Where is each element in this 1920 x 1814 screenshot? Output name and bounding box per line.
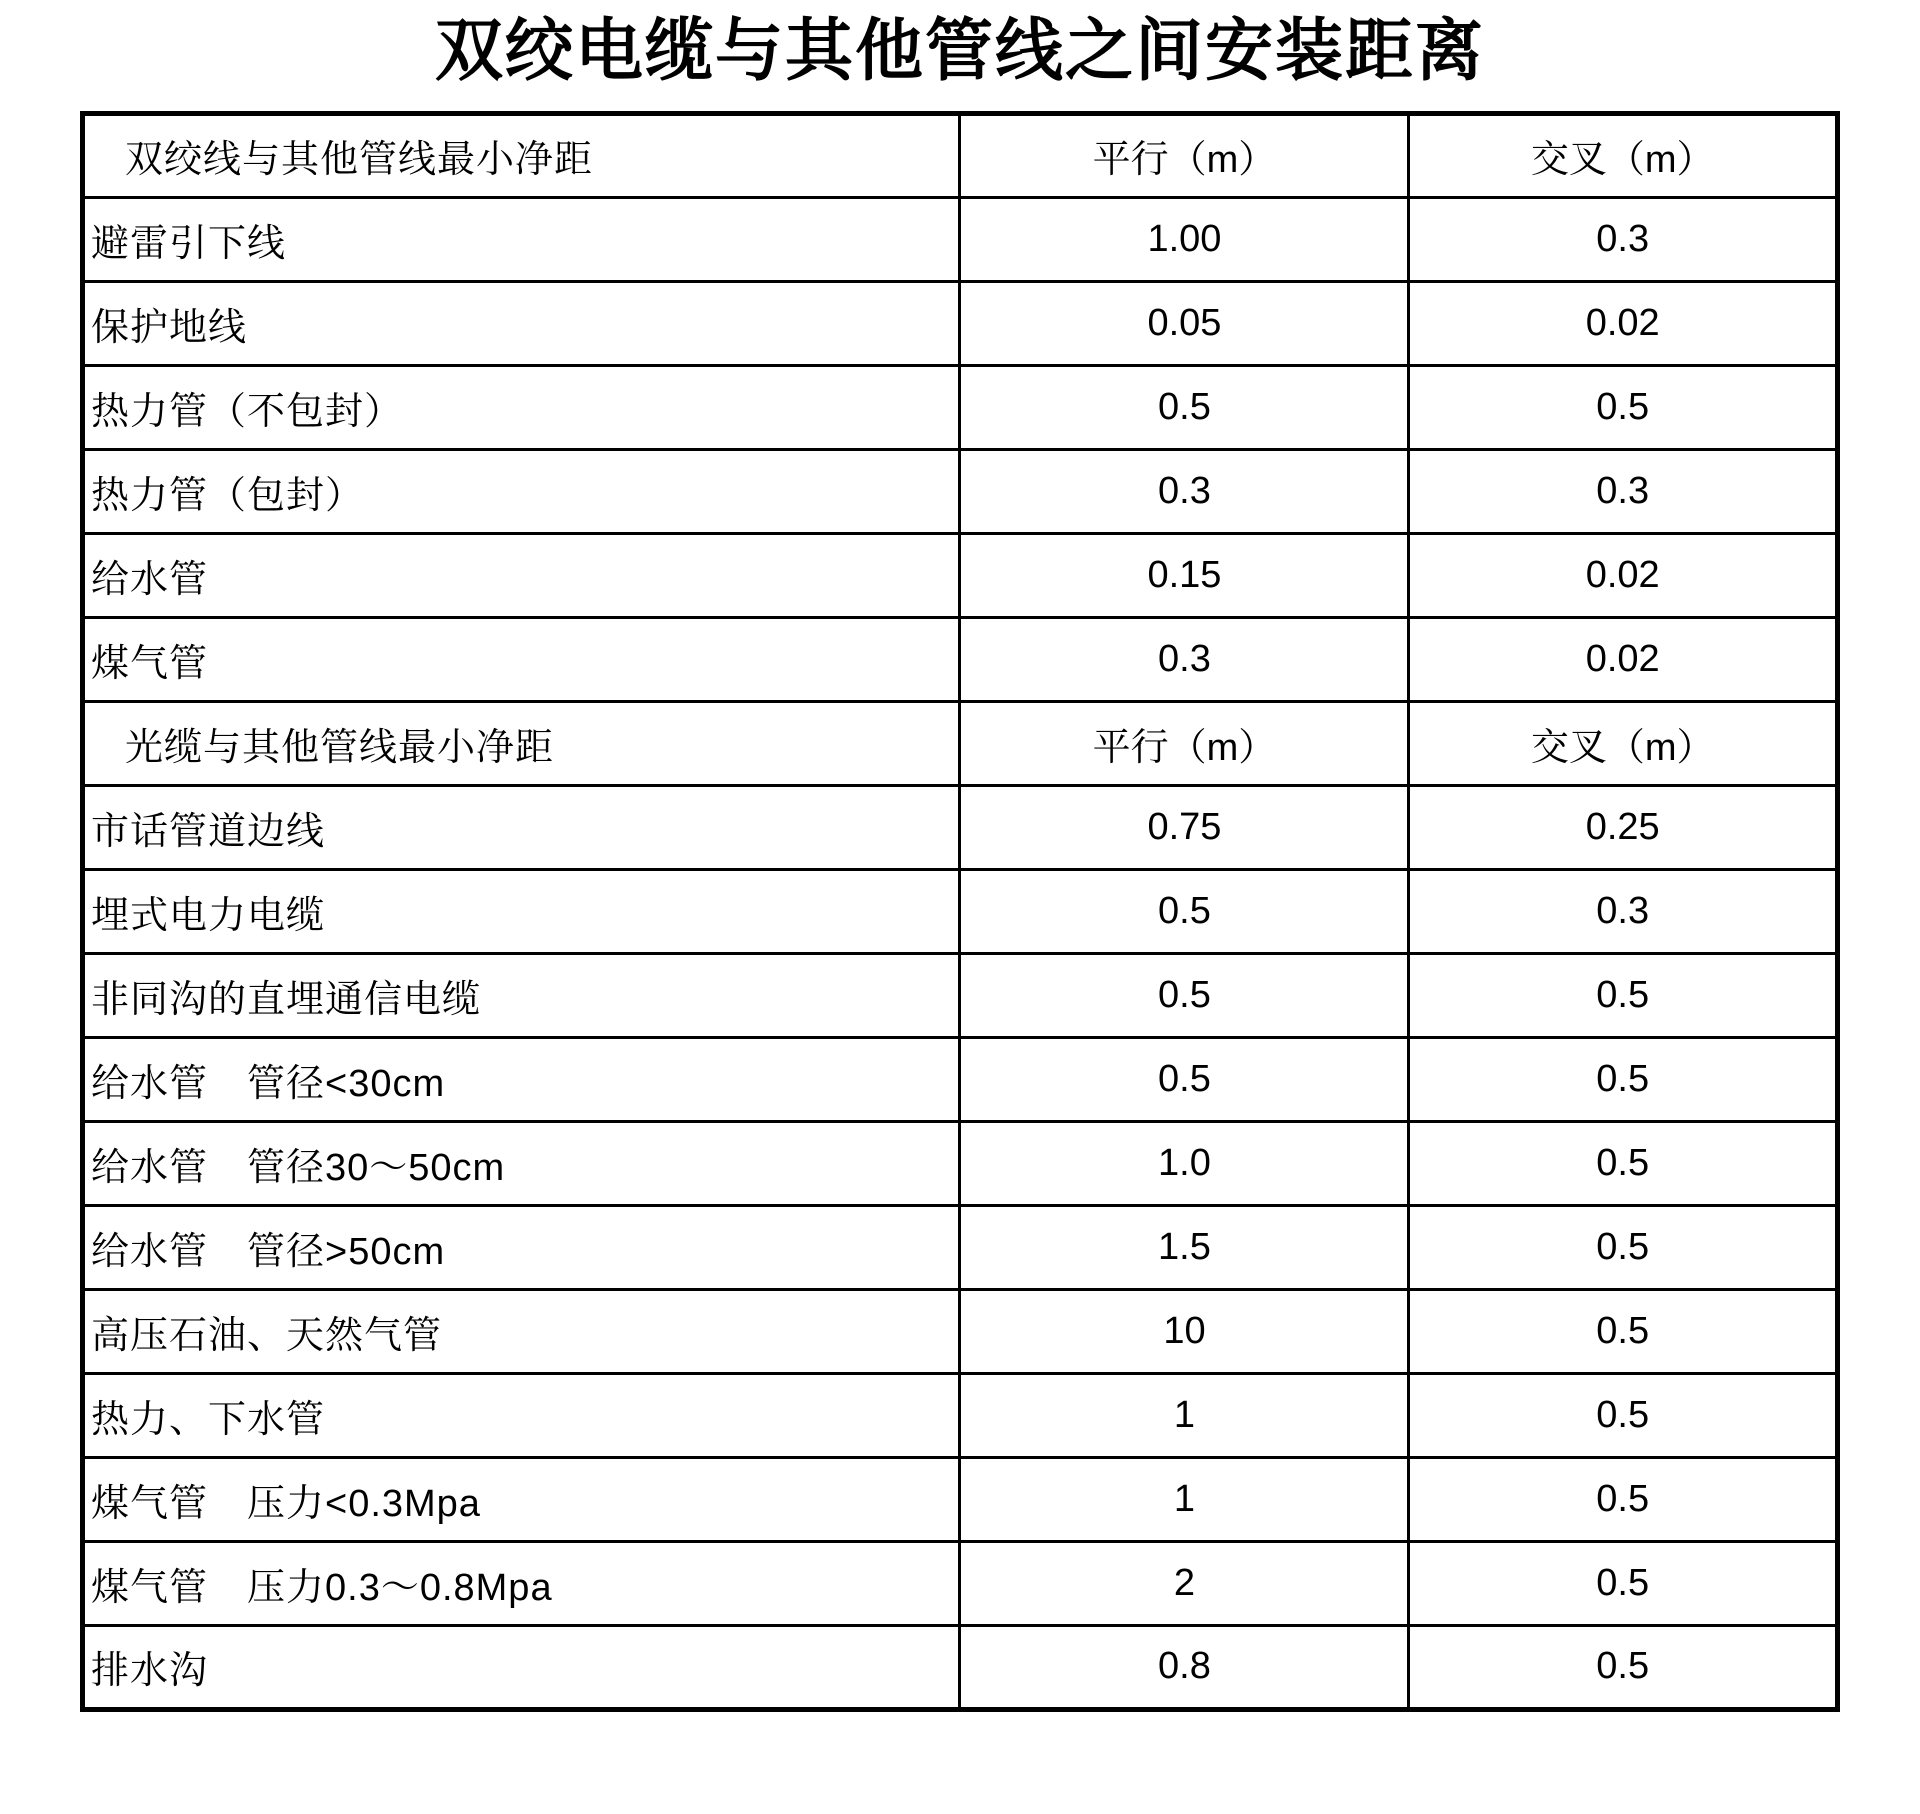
table-section-header-row: [83, 113, 1838, 197]
cross-value-cell: 0.5: [1409, 1205, 1838, 1289]
table-row: [83, 281, 1838, 365]
table-row: [83, 365, 1838, 449]
cross-value-cell: 0.3: [1409, 197, 1838, 281]
section-label-cell: 双绞线与其他管线最小净距: [83, 113, 960, 197]
cross-value-cell: 0.5: [1409, 1625, 1838, 1709]
item-label-cell: 市话管道边线: [83, 785, 960, 869]
table-row: [83, 449, 1838, 533]
parallel-value-cell: 平行（m）: [960, 113, 1409, 197]
table-container: [80, 111, 1840, 1712]
parallel-value-cell: 0.15: [960, 533, 1409, 617]
page-title: 双绞电缆与其他管线之间安装距离: [434, 13, 1485, 89]
parallel-value-cell: 0.3: [960, 449, 1409, 533]
cross-value-cell: 0.5: [1409, 1457, 1838, 1541]
cross-value-cell: 0.5: [1409, 1541, 1838, 1625]
parallel-value-cell: 1: [960, 1457, 1409, 1541]
cross-value-cell: 0.02: [1409, 281, 1838, 365]
parallel-value-cell: 0.5: [960, 1037, 1409, 1121]
item-label-cell: 非同沟的直埋通信电缆: [83, 953, 960, 1037]
table-row: [83, 953, 1838, 1037]
table-row: [83, 1121, 1838, 1205]
table-row: [83, 197, 1838, 281]
item-label-cell: 热力、下水管: [83, 1373, 960, 1457]
item-label-cell: 煤气管 压力<0.3Mpa: [83, 1457, 960, 1541]
item-label-cell: 保护地线: [83, 281, 960, 365]
parallel-value-cell: 平行（m）: [960, 701, 1409, 785]
cross-value-cell: 交叉（m）: [1409, 701, 1838, 785]
item-label-cell: 热力管（包封）: [83, 449, 960, 533]
item-label-cell: 给水管 管径30～50cm: [83, 1121, 960, 1205]
cross-value-cell: 0.5: [1409, 1121, 1838, 1205]
cross-value-cell: 0.02: [1409, 617, 1838, 701]
cross-value-cell: 0.5: [1409, 365, 1838, 449]
item-label-cell: 避雷引下线: [83, 197, 960, 281]
cross-value-cell: 交叉（m）: [1409, 113, 1838, 197]
table-row: [83, 1037, 1838, 1121]
item-label-cell: 给水管 管径<30cm: [83, 1037, 960, 1121]
parallel-value-cell: 0.75: [960, 785, 1409, 869]
table-section-header-row: [83, 701, 1838, 785]
cross-value-cell: 0.5: [1409, 1373, 1838, 1457]
cross-value-cell: 0.5: [1409, 1289, 1838, 1373]
parallel-value-cell: 1: [960, 1373, 1409, 1457]
item-label-cell: 排水沟: [83, 1625, 960, 1709]
cross-value-cell: 0.3: [1409, 869, 1838, 953]
cross-value-cell: 0.3: [1409, 449, 1838, 533]
item-label-cell: 给水管 管径>50cm: [83, 1205, 960, 1289]
parallel-value-cell: 0.3: [960, 617, 1409, 701]
table-row: [83, 533, 1838, 617]
table-row: [83, 1457, 1838, 1541]
cross-value-cell: 0.5: [1409, 1037, 1838, 1121]
installation-distance-table: [80, 111, 1840, 1712]
parallel-value-cell: 10: [960, 1289, 1409, 1373]
item-label-cell: 埋式电力电缆: [83, 869, 960, 953]
parallel-value-cell: 1.5: [960, 1205, 1409, 1289]
parallel-value-cell: 2: [960, 1541, 1409, 1625]
item-label-cell: 高压石油、天然气管: [83, 1289, 960, 1373]
cross-value-cell: 0.5: [1409, 953, 1838, 1037]
table-row: [83, 1373, 1838, 1457]
parallel-value-cell: 0.5: [960, 953, 1409, 1037]
document-page: [0, 14, 1920, 1814]
parallel-value-cell: 0.5: [960, 365, 1409, 449]
table-row: [83, 1541, 1838, 1625]
parallel-value-cell: 1.0: [960, 1121, 1409, 1205]
table-row: [83, 1205, 1838, 1289]
table-body: [83, 113, 1838, 1709]
table-row: [83, 1289, 1838, 1373]
parallel-value-cell: 0.5: [960, 869, 1409, 953]
table-row: [83, 785, 1838, 869]
section-label-cell: 光缆与其他管线最小净距: [83, 701, 960, 785]
cross-value-cell: 0.25: [1409, 785, 1838, 869]
item-label-cell: 煤气管 压力0.3～0.8Mpa: [83, 1541, 960, 1625]
item-label-cell: 给水管: [83, 533, 960, 617]
parallel-value-cell: 0.05: [960, 281, 1409, 365]
item-label-cell: 热力管（不包封）: [83, 365, 960, 449]
parallel-value-cell: 0.8: [960, 1625, 1409, 1709]
cross-value-cell: 0.02: [1409, 533, 1838, 617]
parallel-value-cell: 1.00: [960, 197, 1409, 281]
item-label-cell: 煤气管: [83, 617, 960, 701]
table-row: [83, 617, 1838, 701]
table-row: [83, 869, 1838, 953]
table-row: [83, 1625, 1838, 1709]
